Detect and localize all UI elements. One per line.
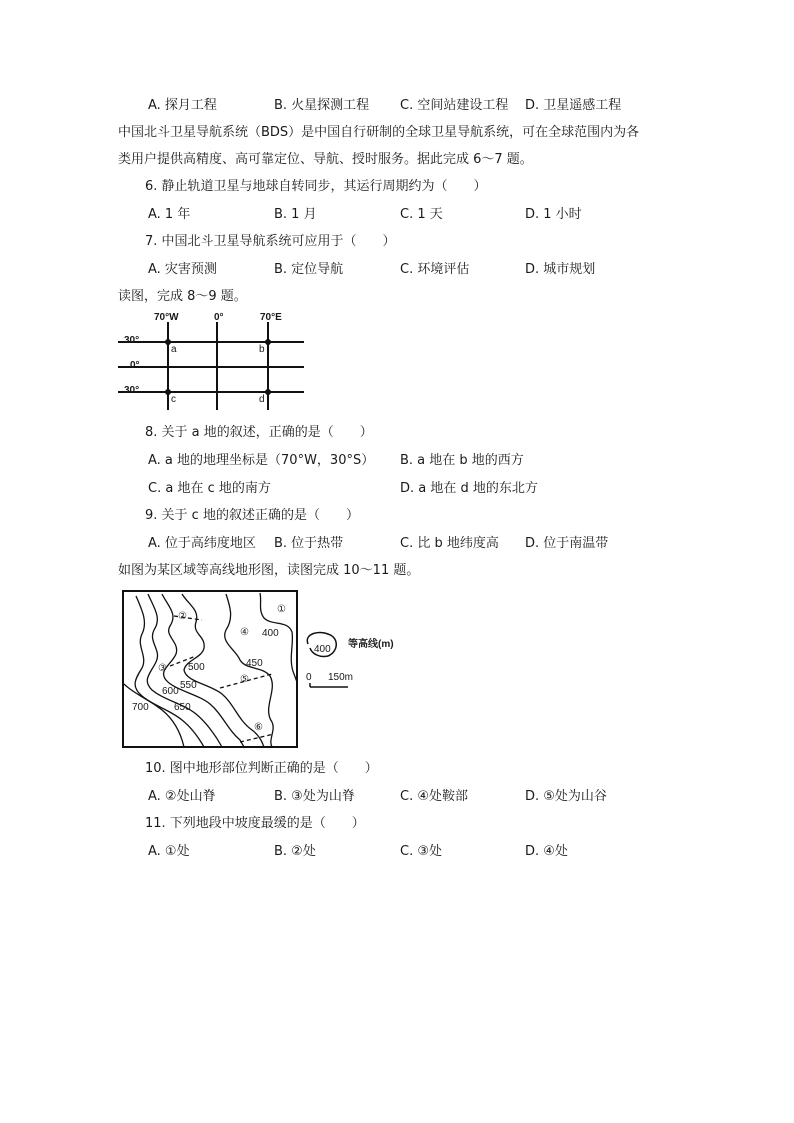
contour-label-650: 650 <box>174 702 191 713</box>
point-d-dot <box>265 389 271 395</box>
q10-option-c[interactable]: C. ④处鞍部 <box>400 789 468 804</box>
q11-option-c[interactable]: C. ③处 <box>400 844 442 859</box>
q6-stem: 6. 静止轨道卫星与地球自转同步，其运行周期约为（ ） <box>145 179 487 194</box>
lat-label-30n: 30° <box>124 335 140 346</box>
contour-intro: 如图为某区域等高线地形图，读图完成 10～11 题。 <box>118 563 420 578</box>
scale-zero: 0 <box>306 672 312 683</box>
legend-label: 等高线(m) <box>348 639 394 650</box>
contour-label-550: 550 <box>180 680 197 691</box>
q6-option-d[interactable]: D. 1 小时 <box>525 207 582 222</box>
grid-lines <box>118 312 308 414</box>
q7-option-c[interactable]: C. 环境评估 <box>400 262 470 277</box>
grid-intro: 读图，完成 8～9 题。 <box>118 289 247 304</box>
q6-option-a[interactable]: A. 1 年 <box>148 207 191 222</box>
bds-intro-line-1: 中国北斗卫星导航系统（BDS）是中国自行研制的全球卫星导航系统，可在全球范围内为各 <box>118 125 640 140</box>
q5-option-c[interactable]: C. 空间站建设工程 <box>400 98 509 113</box>
q8-option-c[interactable]: C. a 地在 c 地的南方 <box>148 481 271 496</box>
q5-option-a[interactable]: A. 探月工程 <box>148 98 217 113</box>
marker-4: ④ <box>240 627 249 638</box>
lat-label-30s: 30° <box>124 385 140 396</box>
marker-3: ③ <box>158 663 167 674</box>
q8-option-b[interactable]: B. a 地在 b 地的西方 <box>400 453 524 468</box>
q5-option-b[interactable]: B. 火星探测工程 <box>274 98 370 113</box>
q11-stem: 11. 下列地段中坡度最缓的是（ ） <box>145 816 365 831</box>
point-d-label: d <box>259 394 265 405</box>
q11-option-d[interactable]: D. ④处 <box>525 844 568 859</box>
lon-label-0: 0° <box>214 312 224 323</box>
contour-label-700: 700 <box>132 702 149 713</box>
marker-2: ② <box>178 611 187 622</box>
point-c-label: c <box>171 394 176 405</box>
q7-option-a[interactable]: A. 灾害预测 <box>148 262 217 277</box>
q10-stem: 10. 图中地形部位判断正确的是（ ） <box>145 761 378 776</box>
point-b-label: b <box>259 344 265 355</box>
point-b-dot <box>265 339 271 345</box>
q6-option-b[interactable]: B. 1 月 <box>274 207 317 222</box>
q9-option-a[interactable]: A. 位于高纬度地区 <box>148 536 256 551</box>
contour-label-500: 500 <box>188 662 205 673</box>
lon-label-70w: 70°W <box>154 312 179 323</box>
q5-option-d[interactable]: D. 卫星遥感工程 <box>525 98 622 113</box>
scale-label: 150m <box>328 672 354 683</box>
q8-option-d[interactable]: D. a 地在 d 地的东北方 <box>400 481 538 496</box>
lat-lon-grid-figure <box>118 312 308 414</box>
bds-intro-line-2: 类用户提供高精度、高可靠定位、导航、授时服务。据此完成 6～7 题。 <box>118 152 533 167</box>
contour-label-400: 400 <box>262 628 279 639</box>
q9-stem: 9. 关于 c 地的叙述正确的是（ ） <box>145 508 359 523</box>
q10-option-a[interactable]: A. ②处山脊 <box>148 789 216 804</box>
legend-value: 400 <box>314 644 331 655</box>
q10-option-b[interactable]: B. ③处为山脊 <box>274 789 355 804</box>
q11-option-a[interactable]: A. ①处 <box>148 844 190 859</box>
q7-stem: 7. 中国北斗卫星导航系统可应用于（ ） <box>145 234 396 249</box>
q8-stem: 8. 关于 a 地的叙述，正确的是（ ） <box>145 425 373 440</box>
q8-option-a[interactable]: A. a 地的地理坐标是（70°W，30°S） <box>148 453 375 468</box>
q11-option-b[interactable]: B. ②处 <box>274 844 316 859</box>
marker-6: ⑥ <box>254 722 263 733</box>
q6-option-c[interactable]: C. 1 天 <box>400 207 443 222</box>
q9-option-d[interactable]: D. 位于南温带 <box>525 536 609 551</box>
q9-option-b[interactable]: B. 位于热带 <box>274 536 344 551</box>
q10-option-d[interactable]: D. ⑤处为山谷 <box>525 789 607 804</box>
marker-1: ① <box>277 604 286 615</box>
q7-option-d[interactable]: D. 城市规划 <box>525 262 596 277</box>
contour-map-figure <box>122 590 407 750</box>
marker-5: ⑤ <box>240 674 249 685</box>
contour-label-450: 450 <box>246 658 263 669</box>
contour-label-600: 600 <box>162 686 179 697</box>
q7-option-b[interactable]: B. 定位导航 <box>274 262 344 277</box>
map-frame <box>123 591 297 747</box>
q9-option-c[interactable]: C. 比 b 地纬度高 <box>400 536 499 551</box>
lat-label-0: 0° <box>130 360 140 371</box>
lon-label-70e: 70°E <box>260 312 282 323</box>
point-a-label: a <box>171 344 177 355</box>
